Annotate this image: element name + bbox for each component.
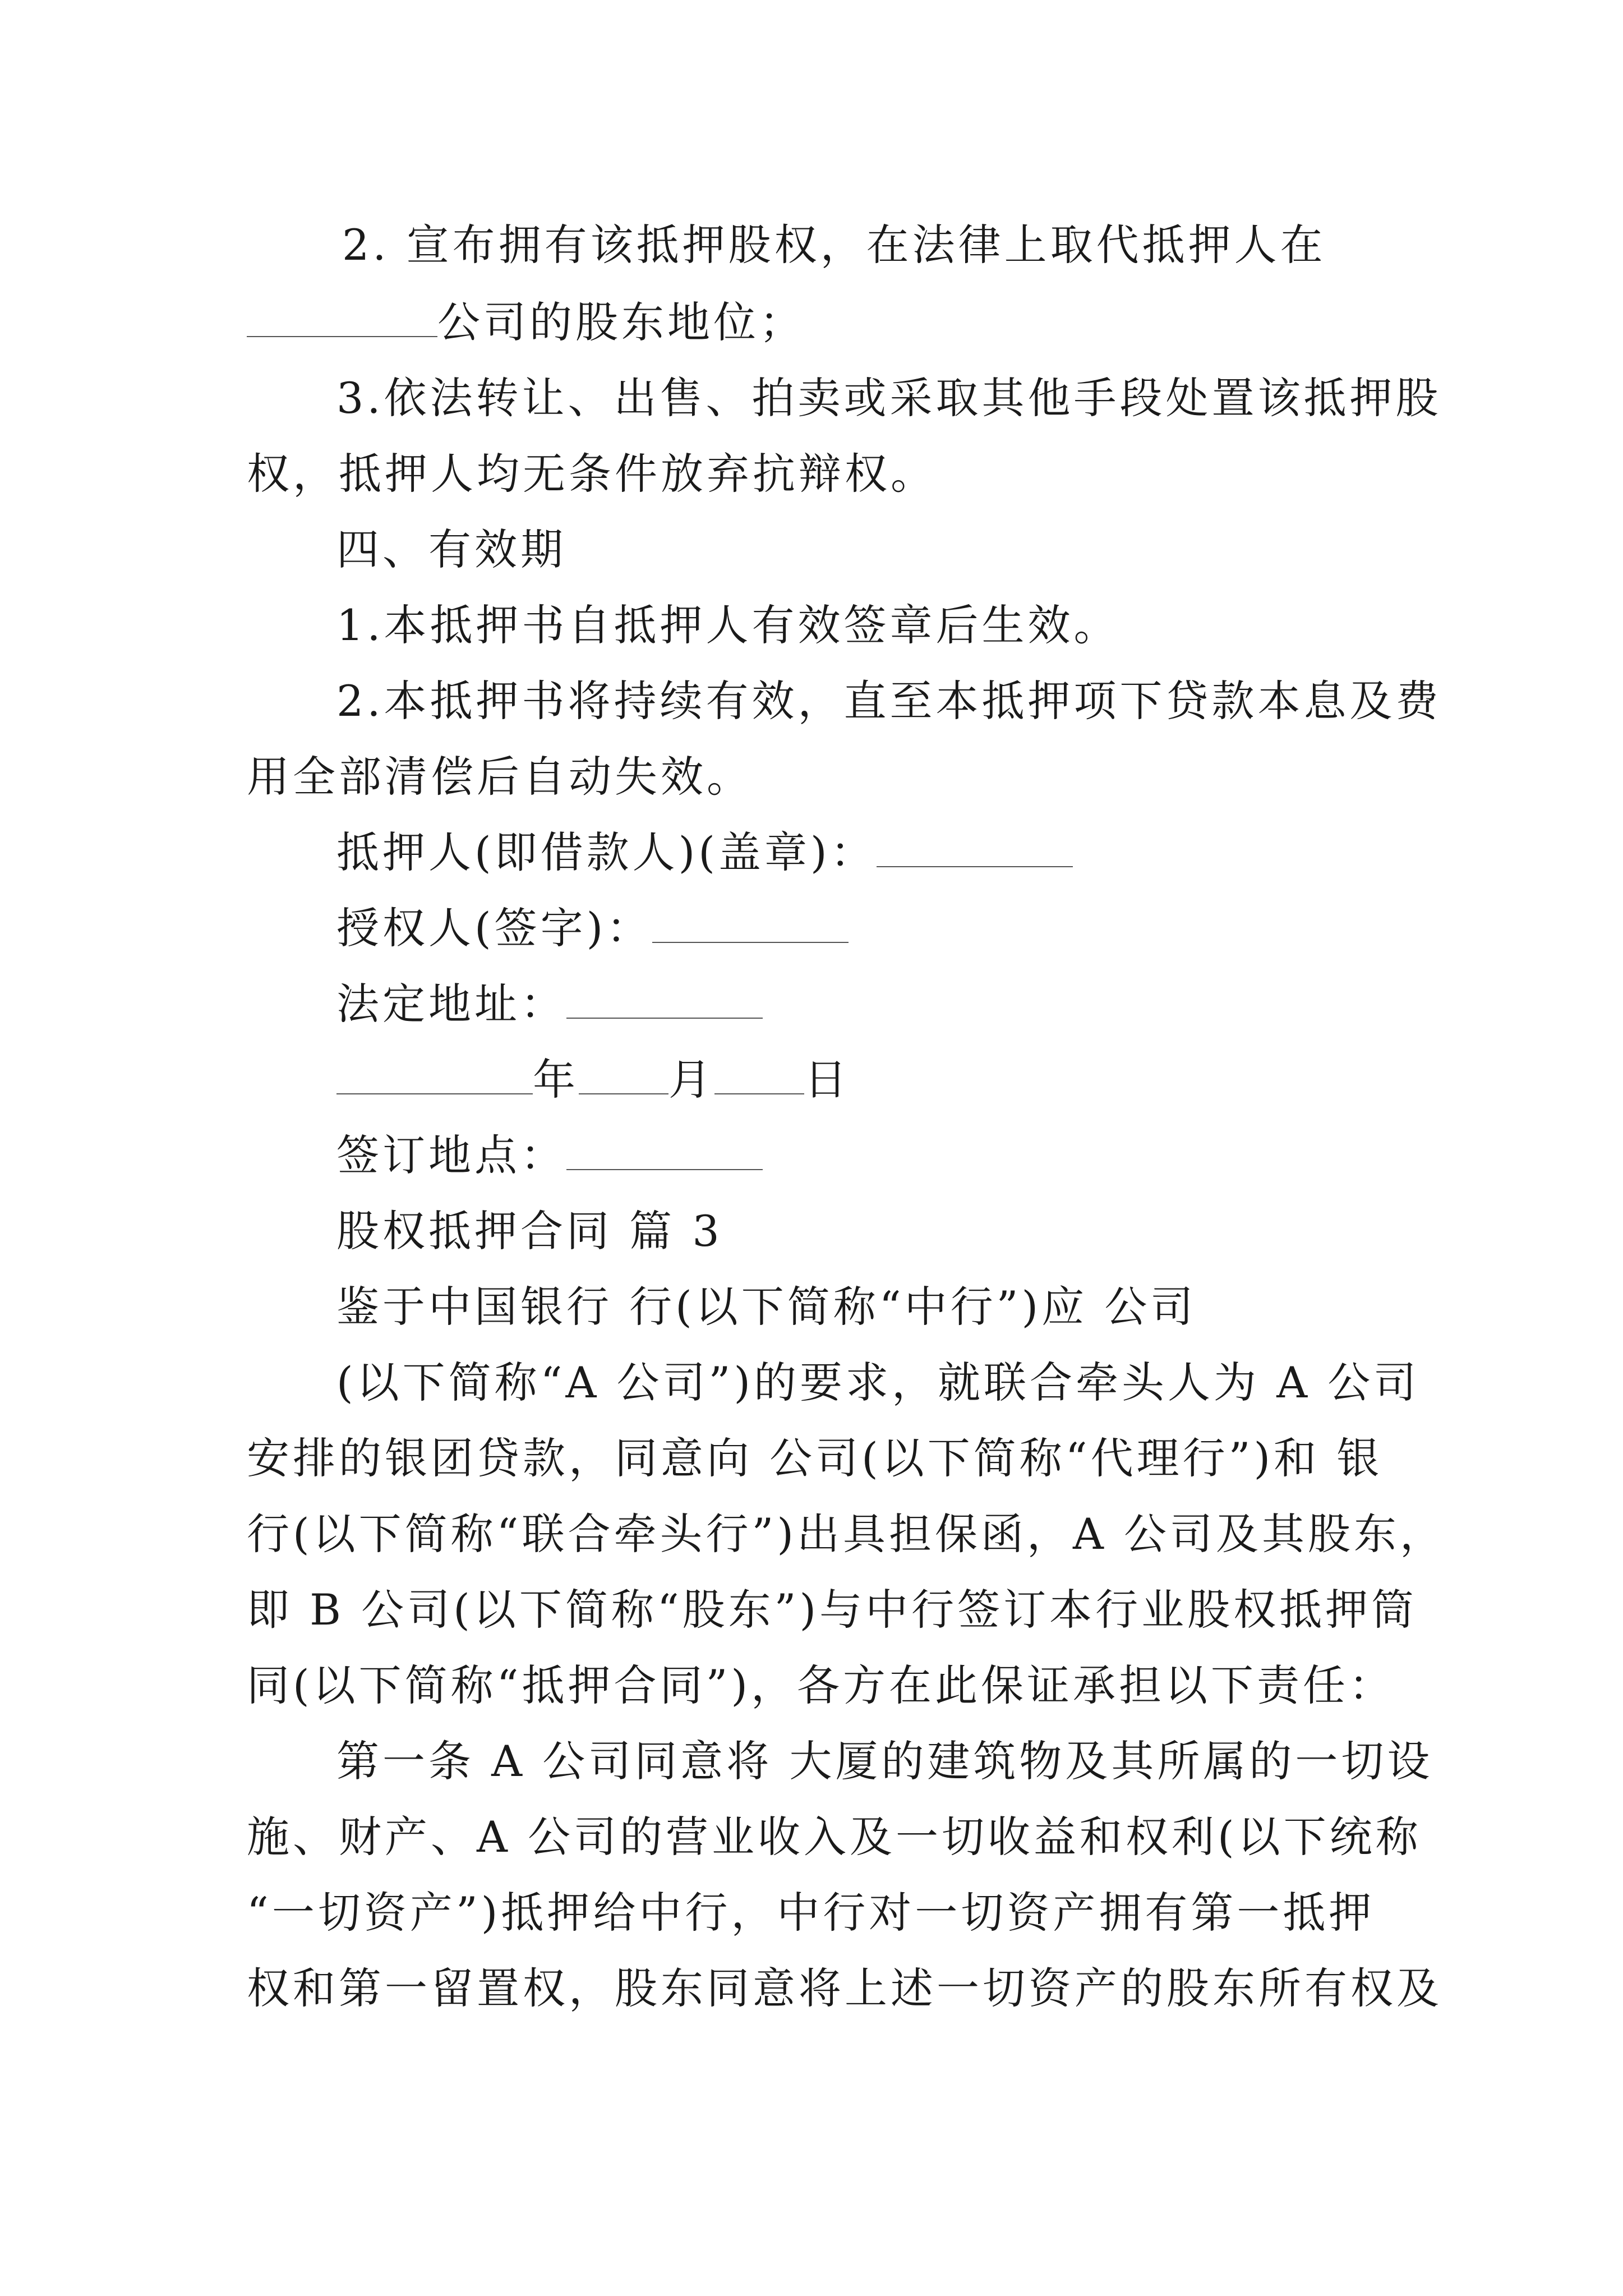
validity-item-2-line-1 — [336, 673, 1442, 729]
text: 鉴于中国银行 行(以下简称“中行”)应 公司 — [336, 1282, 1197, 1332]
validity-item-1 — [336, 597, 1120, 654]
preamble-line-1 — [336, 1279, 1196, 1335]
legal-address — [336, 976, 763, 1032]
text: 用全部清偿后自动失效。 — [247, 752, 753, 802]
text: 2. 宣布拥有该抵押股权，在法律上取代抵押人在 — [342, 220, 1326, 270]
fill-blank-authorized — [652, 903, 849, 943]
signature-mortgagor — [336, 825, 1073, 881]
clause-3-line-2 — [247, 446, 937, 502]
text: 安排的银团贷款，同意向 公司(以下简称“代理行”)和 银 — [247, 1433, 1383, 1483]
text: 施、财产、A 公司的营业收入及一切收益和权利(以下统称 — [247, 1812, 1422, 1862]
fill-blank-month — [579, 1054, 668, 1094]
signature-authorized — [336, 900, 849, 956]
label: 抵押人(即借款人)(盖章)： — [336, 827, 877, 877]
text: 3.依法转让、出售、拍卖或采取其他手段处置该抵押股 — [336, 373, 1442, 423]
section-title — [336, 1203, 723, 1259]
signing-place — [336, 1128, 763, 1184]
fill-blank-company — [247, 297, 437, 337]
text: 股权抵押合同 篇 3 — [336, 1206, 723, 1256]
text: 行(以下简称“联合牵头行”)出具担保函，A 公司及其股东， — [247, 1509, 1446, 1559]
text: 2.本抵押书将持续有效，直至本抵押项下贷款本息及费 — [336, 676, 1442, 726]
text: 权，抵押人均无条件放弃抗辩权。 — [247, 449, 937, 499]
fill-blank-mortgagor — [877, 827, 1073, 867]
heading-validity — [336, 522, 566, 578]
text: 即 B 公司(以下简称“股东”)与中行签订本行业股权抵押筒 — [247, 1585, 1418, 1635]
year-label: 年 — [533, 1055, 579, 1105]
label: 法定地址： — [336, 979, 566, 1029]
clause-3-line-1 — [336, 370, 1442, 426]
article-1-line-2 — [247, 1809, 1422, 1865]
clause-2-line-2 — [247, 295, 805, 351]
month-label: 月 — [668, 1055, 714, 1105]
fill-blank-day — [714, 1054, 804, 1094]
text: 第一条 A 公司同意将 大厦的建筑物及其所属的一切设 — [336, 1736, 1433, 1786]
validity-item-2-line-2 — [247, 749, 753, 805]
text: 公司的股东地位； — [437, 297, 805, 347]
preamble-line-5 — [247, 1582, 1417, 1638]
text: (以下简称“A 公司”)的要求，就联合牵头人为 A 公司 — [336, 1358, 1420, 1407]
preamble-line-2 — [336, 1355, 1419, 1411]
fill-blank-year — [336, 1054, 533, 1094]
day-label: 日 — [804, 1055, 850, 1105]
fill-blank-place — [566, 1130, 763, 1170]
clause-2-line-1 — [342, 217, 1326, 273]
preamble-line-3 — [247, 1430, 1382, 1487]
label: 签订地点： — [336, 1130, 566, 1180]
article-1-line-1 — [336, 1733, 1433, 1789]
article-1-line-4 — [247, 1961, 1442, 2017]
text: “一切资产”)抵押给中行，中行对一切资产拥有第一抵押 — [247, 1888, 1375, 1938]
text: 权和第一留置权，股东同意将上述一切资产的股东所有权及 — [247, 1963, 1442, 2013]
preamble-line-4 — [247, 1506, 1446, 1562]
preamble-line-6 — [247, 1658, 1395, 1714]
text: 四、有效期 — [336, 524, 566, 574]
text: 同(以下简称“抵押合同”)，各方在此保证承担以下责任： — [247, 1660, 1395, 1710]
label: 授权人(签字)： — [336, 903, 653, 953]
text: 1.本抵押书自抵押人有效签章后生效。 — [336, 600, 1120, 650]
date-line — [336, 1052, 850, 1108]
article-1-line-3 — [247, 1885, 1375, 1941]
fill-blank-address — [566, 978, 763, 1019]
